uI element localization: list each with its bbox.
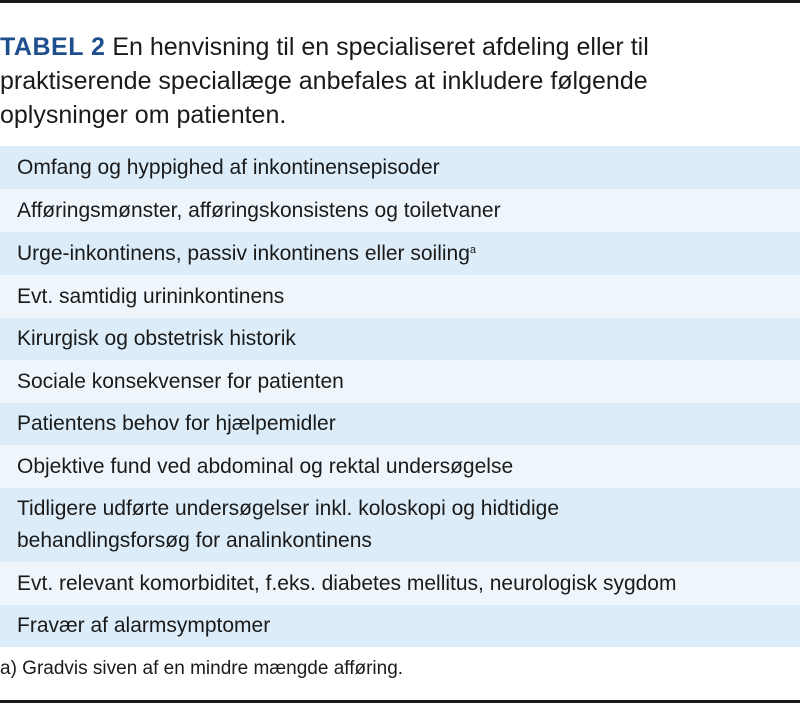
footnote-marker: a xyxy=(469,243,477,256)
caption-text: En henvisning til en specialiseret afdeling eller til praktiserende speciallæge anbefales at inkludere følgende oplysninger om patienten. xyxy=(0,33,649,129)
row-text: Patientens behov for hjælpemidler xyxy=(17,412,336,435)
table-row xyxy=(0,488,800,562)
table-caption xyxy=(0,30,780,132)
table-row xyxy=(0,275,800,318)
table-row xyxy=(0,605,800,647)
table-row xyxy=(0,146,800,189)
table-row xyxy=(0,189,800,232)
table-row xyxy=(0,360,800,403)
row-text: Evt. samtidig urininkontinens xyxy=(17,284,285,308)
row-text: Sociale konsekvenser for patienten xyxy=(17,369,344,393)
table-row xyxy=(0,403,800,445)
table-row xyxy=(0,318,800,360)
table-label: TABEL 2 xyxy=(0,33,106,61)
table-body xyxy=(0,146,800,647)
row-text: Objektive fund ved abdominal og rektal undersøgelse xyxy=(17,454,514,478)
row-text: Afføringsmønster, afføringskonsistens og toiletvaner xyxy=(17,198,501,222)
row-text: Omfang og hyppighed af inkontinensepisoder xyxy=(17,155,440,179)
table-row xyxy=(0,445,800,488)
row-text: Kirurgisk og obstetrisk historik xyxy=(17,327,296,350)
row-text: Tidligere udførte undersøgelser inkl. koloskopi og hidtidige behandlingsforsøg for analinkontinens xyxy=(17,497,560,552)
row-text: Fravær af alarmsymptomer xyxy=(17,614,271,637)
table-row xyxy=(0,562,800,605)
table-row xyxy=(0,232,800,275)
bottom-rule xyxy=(0,700,800,703)
table-footnote: a) Gradvis siven af en mindre mængde afføring. xyxy=(0,658,404,679)
row-text: Evt. relevant komorbiditet, f.eks. diabetes mellitus, neurologisk sygdom xyxy=(17,571,677,595)
top-rule xyxy=(0,0,800,3)
row-text: Urge-inkontinens, passiv inkontinens eller soiling xyxy=(17,241,470,265)
